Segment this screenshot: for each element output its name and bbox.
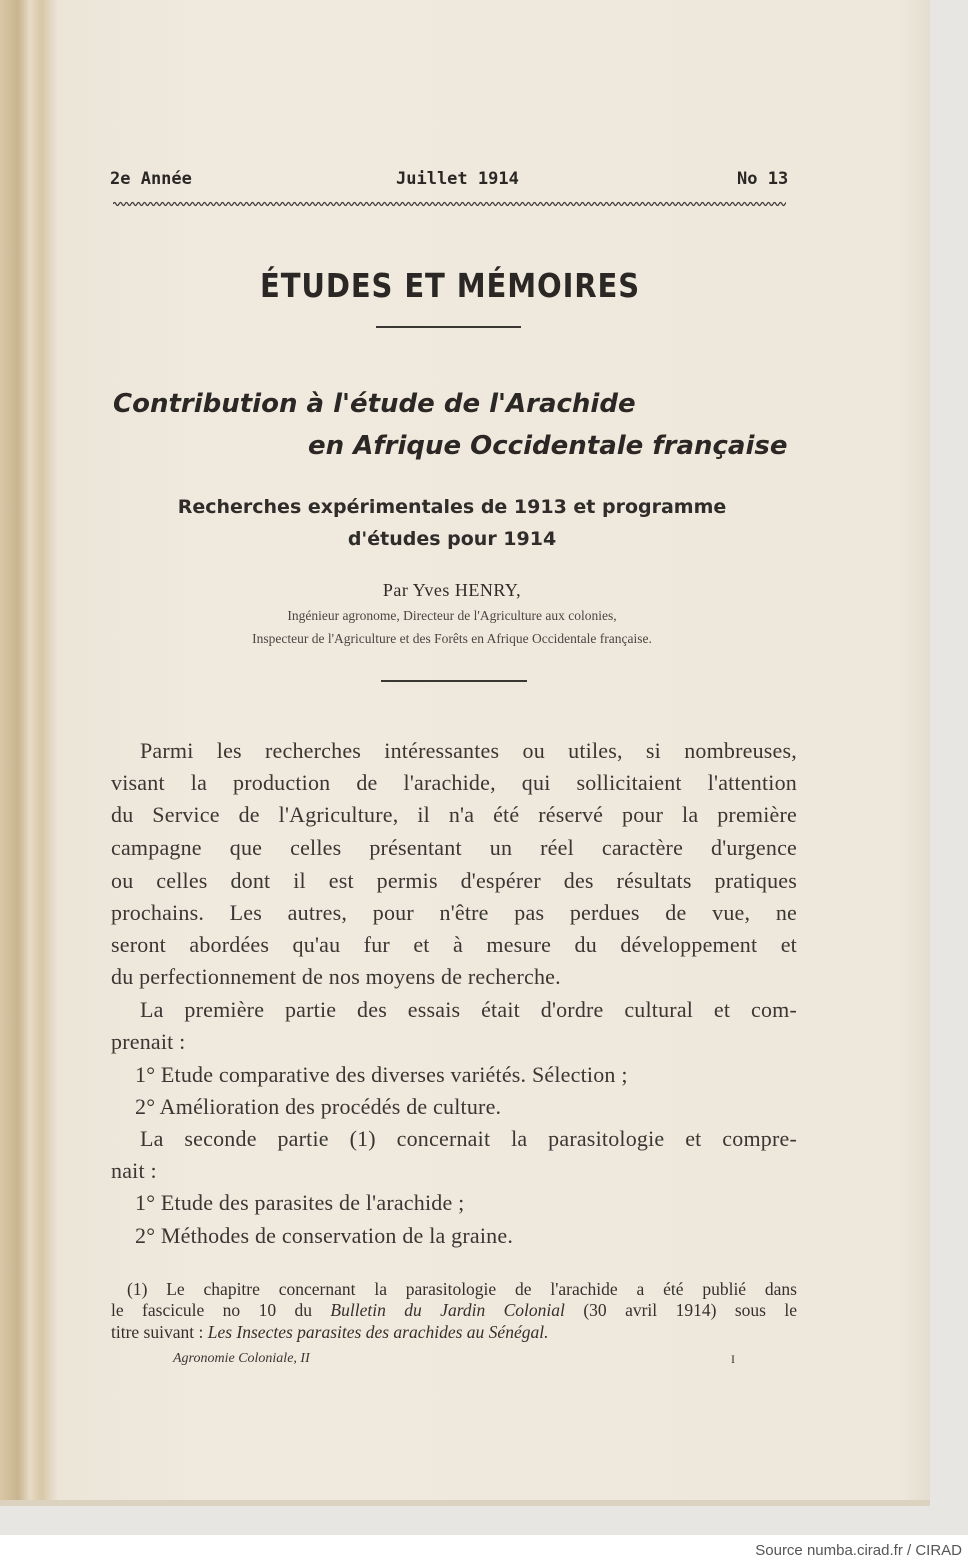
footnote-line-3 [111, 1322, 797, 1343]
footnote-text: (30 avril 1914) sous le [564, 1300, 797, 1320]
credential-line-2: Inspecteur de l'Agriculture et des Forêts en Afrique Occidentale française. [252, 631, 652, 646]
footnote-text: titre suivant : [111, 1322, 208, 1342]
author: Par Yves HENRY, [382, 580, 522, 600]
footnote-citation: Bulletin du Jardin Colonial [330, 1300, 565, 1320]
body-line: prenait : [111, 1029, 186, 1054]
body-line: prochains. Les autres, pour n'être pas perdues de vue, ne [111, 900, 797, 925]
credential-line-1: Ingénieur agronome, Directeur de l'Agriculture aux colonies, [287, 608, 617, 623]
header-date: Juillet 1914 [396, 169, 519, 189]
source-credit: Source numba.cirad.fr / CIRAD [755, 1542, 962, 1559]
article-title-line-2: en Afrique Occidentale française [308, 431, 788, 461]
list-item: 1° Etude des parasites de l'arachide ; [135, 1190, 465, 1215]
list-item: 2° Méthodes de conservation de la graine. [135, 1223, 514, 1248]
page-edge [0, 1500, 930, 1506]
body-line: ou celles dont il est permis d'espérer des résultats pratiques [111, 868, 797, 893]
body-line: campagne que celles présentant un réel caractère d'urgence [111, 835, 797, 860]
title-rule [376, 326, 521, 328]
body-line: nait : [111, 1158, 157, 1183]
body-line: du perfectionnement de nos moyens de recherche. [111, 964, 561, 989]
subtitle-line-2: d'études pour 1914 [347, 528, 557, 550]
body-line: Parmi les recherches intéressantes ou utiles, si nombreuses, [140, 738, 797, 763]
section-title: ÉTUDES ET MÉMOIRES [259, 266, 641, 305]
footnote-line-1: (1) Le chapitre concernant la parasitologie de l'arachide a été publié dans [127, 1279, 797, 1299]
body-line: seront abordées qu'au fur et à mesure du développement et [111, 932, 797, 957]
body-line: visant la production de l'arachide, qui sollicitaient l'attention [111, 770, 797, 795]
footer-journal: Agronomie Coloniale, II [173, 1351, 310, 1366]
header-year: 2e Année [110, 169, 192, 189]
header-number: No 13 [737, 169, 789, 189]
byline-rule [381, 680, 527, 682]
body-line: La seconde partie (1) concernait la parasitologie et compre- [140, 1126, 797, 1151]
body-line: La première partie des essais était d'ordre cultural et com- [140, 997, 797, 1022]
list-item: 2° Amélioration des procédés de culture. [135, 1094, 502, 1119]
list-item: 1° Etude comparative des diverses variétés. Sélection ; [135, 1062, 628, 1087]
body-line: du Service de l'Agriculture, il n'a été réservé pour la première [111, 802, 797, 827]
subtitle-line-1: Recherches expérimentales de 1913 et programme [177, 496, 727, 518]
article-title-line-1: Contribution à l'étude de l'Arachide [113, 389, 636, 419]
wavy-rule [113, 200, 786, 208]
footnote-citation: Les Insectes parasites des arachides au Sénégal. [207, 1322, 549, 1342]
footer-signature: I [731, 1352, 735, 1366]
footnote-text: le fascicule no 10 du [111, 1300, 331, 1320]
footnote-line-2 [111, 1300, 797, 1321]
